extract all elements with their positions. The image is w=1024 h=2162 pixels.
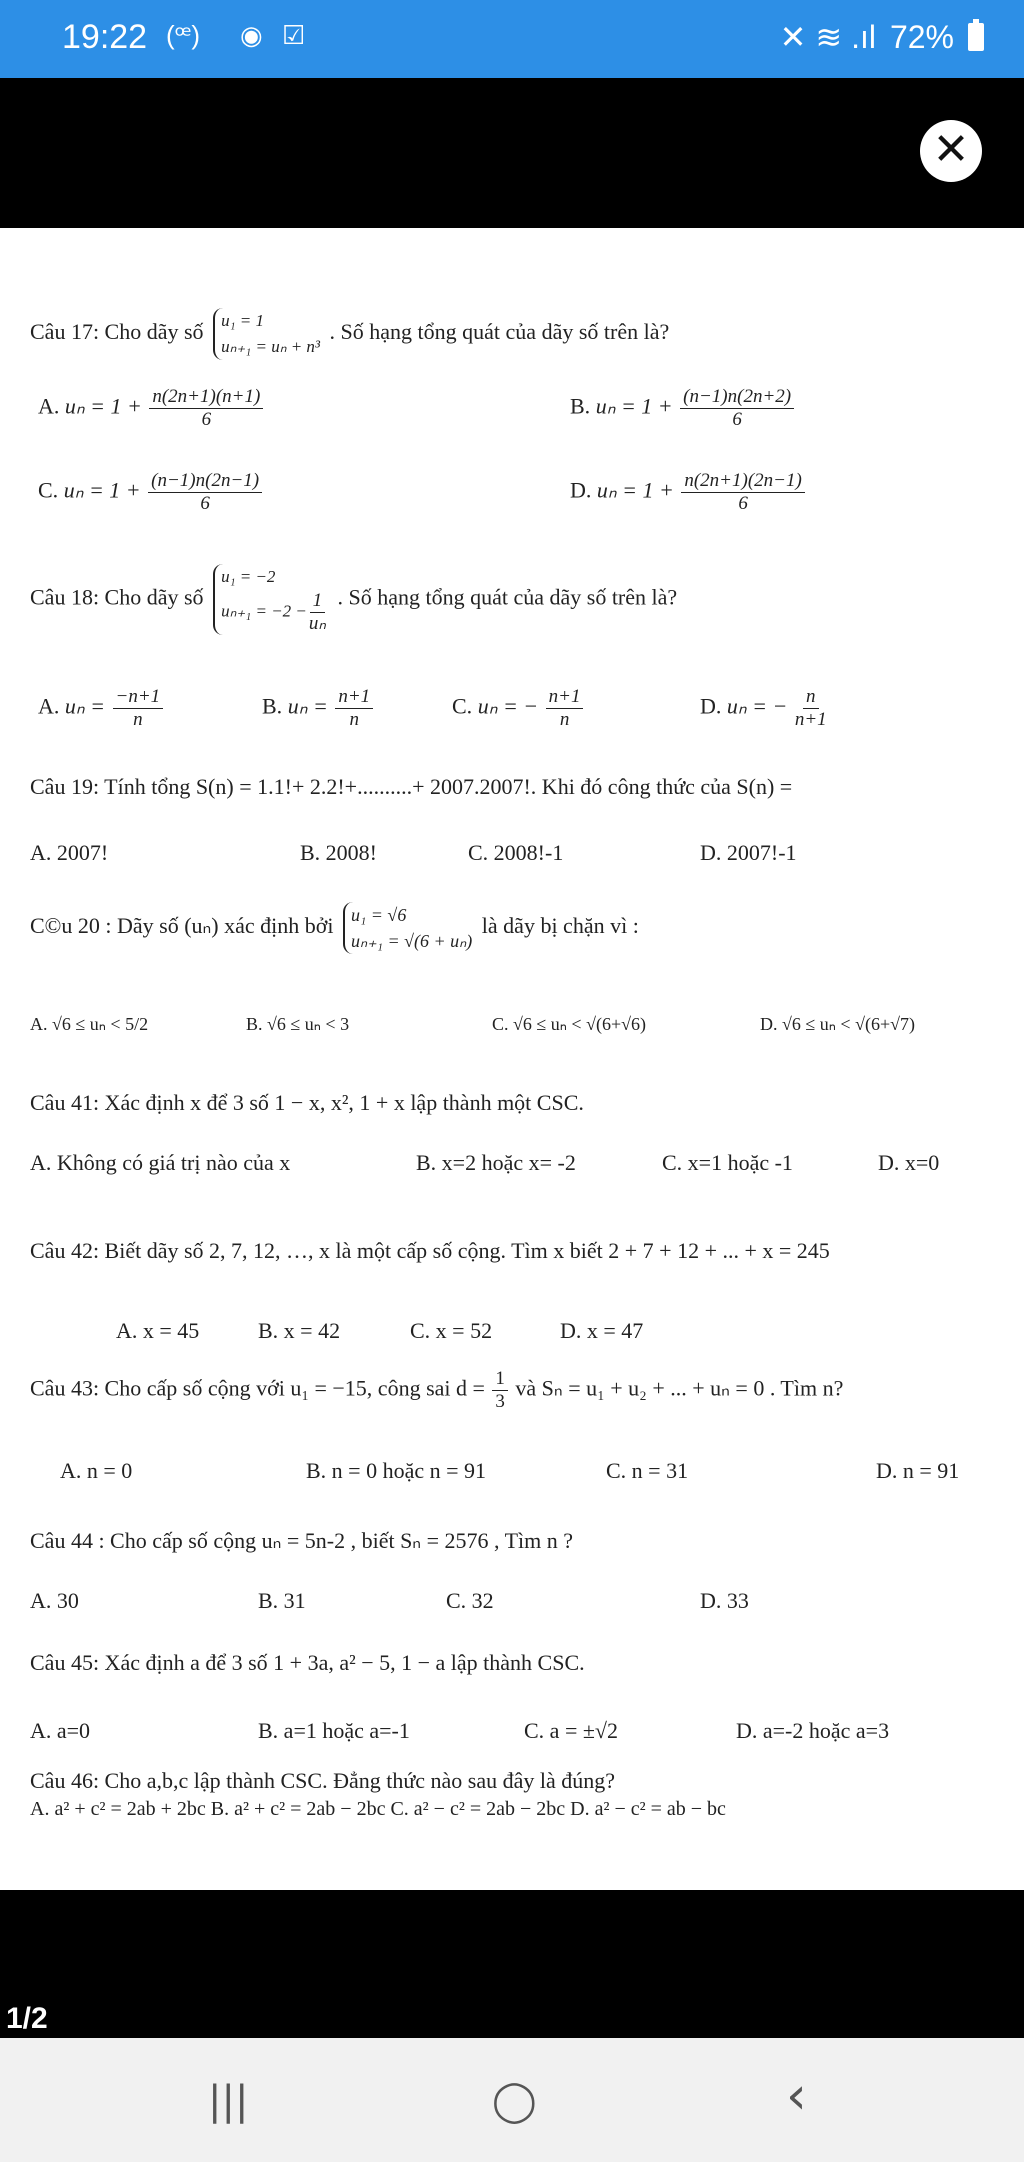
q18-option-b[interactable]: [262, 686, 375, 731]
viewer-header: [0, 78, 1024, 228]
q20-stem: [30, 902, 639, 954]
fraction: [546, 686, 584, 731]
option-label: D.: [570, 477, 592, 503]
numerator: (n−1)n(2n−1): [148, 470, 262, 493]
fraction: [149, 386, 263, 431]
denominator: n: [133, 709, 143, 730]
sys-lhs: uₙ₊₁ = −2 −: [221, 601, 307, 621]
denominator: n: [349, 709, 359, 730]
status-right: [780, 18, 984, 56]
option-lhs: uₙ = 1 +: [596, 477, 674, 503]
numerator: n+1: [335, 686, 373, 709]
q42-option-c[interactable]: C. x = 52: [410, 1318, 493, 1343]
q42-stem: Câu 42: Biết dãy số 2, 7, 12, …, x là một cấp số cộng. Tìm x biết 2 + 7 + 12 + ... + x = 245: [30, 1238, 830, 1263]
numerator: 1: [310, 590, 326, 613]
q45-option-d[interactable]: D. a=-2 hoặc a=3: [736, 1718, 890, 1743]
option-label: D.: [700, 693, 722, 719]
numerator: n(2n+1)(n+1): [149, 386, 263, 409]
option-lhs: uₙ =: [64, 693, 106, 719]
check-box-icon: ☑: [282, 20, 306, 50]
q19-option-b[interactable]: B. 2008!: [300, 840, 377, 865]
denominator: uₙ: [308, 613, 326, 634]
recents-icon[interactable]: |||: [208, 2078, 249, 2124]
q18-sys-line-2: [221, 590, 328, 635]
status-bar: [0, 0, 1024, 78]
q20-option-b[interactable]: B. √6 ≤ uₙ < 3: [246, 1014, 350, 1034]
q19-option-c[interactable]: C. 2008!-1: [468, 840, 564, 865]
back-icon[interactable]: ‹: [786, 2066, 807, 2126]
numerator: n: [803, 686, 819, 709]
option-lhs: uₙ = −: [477, 693, 539, 719]
battery-icon: [968, 23, 984, 51]
q44-stem: Câu 44 : Cho cấp số cộng uₙ = 5n-2 , biết Sₙ = 2576 , Tìm n ?: [30, 1528, 574, 1553]
q20-tail: là dãy bị chặn vì :: [481, 913, 639, 939]
denominator: 6: [738, 493, 748, 514]
q18-system: [213, 564, 328, 635]
denominator: 3: [495, 1391, 505, 1412]
q20-system: [343, 902, 472, 954]
q43-option-b[interactable]: B. n = 0 hoặc n = 91: [306, 1458, 487, 1483]
option-label: C.: [38, 477, 59, 503]
q20-sys-line-2: uₙ₊₁ = √(6 + uₙ): [351, 931, 473, 951]
q41-option-a[interactable]: A. Không có giá trị nào của x: [30, 1150, 291, 1175]
denominator: 6: [200, 493, 210, 514]
numerator: −n+1: [113, 686, 164, 709]
document-page: [0, 228, 1024, 1890]
q17-option-a[interactable]: [38, 386, 265, 431]
denominator: 6: [732, 409, 742, 430]
q20-sys-line-1: u₁ = √6: [351, 905, 407, 925]
home-icon[interactable]: ◯: [492, 2078, 537, 2124]
q18-option-a[interactable]: [38, 686, 165, 731]
chrome-icon: ◉: [240, 20, 263, 50]
q18-tail: . Số hạng tổng quát của dãy số trên là?: [337, 584, 678, 610]
option-lhs: uₙ =: [287, 693, 328, 719]
q45-option-c[interactable]: C. a = ±√2: [524, 1718, 618, 1743]
q43-option-d[interactable]: D. n = 91: [876, 1458, 960, 1483]
q43-stem-pre: Câu 43: Cho cấp số cộng với u₁ = −15, công sai d =: [30, 1375, 485, 1401]
option-label: A.: [38, 393, 60, 419]
q43-option-c[interactable]: C. n = 31: [606, 1458, 689, 1483]
q44-option-c[interactable]: C. 32: [446, 1588, 494, 1613]
q20-stem-text: C©u 20 : Dãy số (uₙ) xác định bởi: [30, 913, 334, 939]
denominator: n+1: [794, 709, 827, 730]
q41-option-b[interactable]: B. x=2 hoặc x= -2: [416, 1150, 576, 1175]
q18-sys-line-1: u₁ = −2: [221, 567, 276, 586]
denominator: n: [559, 709, 570, 730]
q45-stem: Câu 45: Xác định a để 3 số 1 + 3a, a² − 5, 1 − a lập thành CSC.: [30, 1650, 585, 1675]
q41-option-c[interactable]: C. x=1 hoặc -1: [662, 1150, 793, 1175]
fraction: [492, 1368, 508, 1413]
battery-percent: 72%: [889, 18, 954, 55]
q42-option-d[interactable]: D. x = 47: [560, 1318, 644, 1343]
q44-option-d[interactable]: D. 33: [700, 1588, 749, 1613]
option-lhs: uₙ = 1 +: [595, 393, 673, 419]
fraction: [309, 590, 326, 635]
signal-icon: ✕ ≋ .ıl: [779, 19, 876, 55]
viewer-footer: [0, 1890, 1024, 2038]
fraction: [335, 686, 373, 731]
q19-option-a[interactable]: A. 2007!: [30, 840, 109, 865]
close-icon[interactable]: ✕: [920, 120, 982, 182]
q18-stem-text: Câu 18: Cho dãy số: [30, 584, 204, 610]
q17-system: [213, 308, 320, 360]
option-label: A.: [38, 693, 60, 719]
q43-stem-post: và Sₙ = u₁ + u₂ + ... + uₙ = 0 . Tìm n?: [515, 1375, 844, 1401]
q41-stem: Câu 41: Xác định x để 3 số 1 − x, x², 1 + x lập thành một CSC.: [30, 1090, 584, 1115]
option-lhs: uₙ = 1 +: [63, 477, 141, 503]
status-time: 19:22: [62, 18, 148, 56]
numerator: n(2n+1)(2n−1): [681, 470, 804, 493]
q41-option-d[interactable]: D. x=0: [878, 1150, 940, 1175]
option-label: C.: [452, 693, 473, 719]
q18-option-c[interactable]: [452, 686, 585, 731]
q44-option-a[interactable]: A. 30: [30, 1588, 79, 1613]
q17-stem: [30, 308, 669, 360]
option-lhs: uₙ = 1 +: [64, 393, 142, 419]
q42-option-b[interactable]: B. x = 42: [258, 1318, 341, 1343]
q18-stem: [30, 564, 677, 635]
q20-option-d[interactable]: D. √6 ≤ uₙ < √(6+√7): [760, 1014, 915, 1034]
page-indicator: 1/2: [6, 2002, 48, 2035]
q19-option-d[interactable]: D. 2007!-1: [700, 840, 797, 865]
q17-option-d[interactable]: [570, 470, 807, 515]
option-lhs: uₙ = −: [726, 693, 788, 719]
q17-sys-line-2: uₙ₊₁ = uₙ + n³: [221, 337, 321, 356]
navigation-bar: [0, 2038, 1024, 2162]
q20-option-c[interactable]: C. √6 ≤ uₙ < √(6+√6): [492, 1014, 646, 1034]
q20-option-a[interactable]: A. √6 ≤ uₙ < 5/2: [30, 1014, 149, 1034]
q17-option-c[interactable]: [38, 470, 264, 515]
option-label: B.: [570, 393, 591, 419]
fraction: [681, 470, 804, 515]
q45-option-a[interactable]: A. a=0: [30, 1718, 91, 1743]
numerator: 1: [492, 1368, 508, 1391]
q46-stem: Câu 46: Cho a,b,c lập thành CSC. Đẳng thức nào sau đây là đúng?: [30, 1768, 616, 1793]
q17-tail: . Số hạng tổng quát của dãy số trên là?: [329, 319, 670, 345]
numerator: n+1: [546, 686, 584, 709]
numerator: (n−1)n(2n+2): [680, 386, 794, 409]
q18-option-d[interactable]: [700, 686, 829, 731]
q17-option-b[interactable]: [570, 386, 796, 431]
fraction: [680, 386, 794, 431]
fraction: [113, 686, 164, 731]
q43-option-a[interactable]: A. n = 0: [60, 1458, 133, 1483]
q17-sys-line-1: u₁ = 1: [221, 311, 264, 330]
radio-icon: (ꟹ): [166, 20, 201, 50]
option-label: B.: [262, 693, 283, 719]
q44-option-b[interactable]: B. 31: [258, 1588, 306, 1613]
q45-option-b[interactable]: B. a=1 hoặc a=-1: [258, 1718, 410, 1743]
denominator: 6: [201, 409, 212, 430]
q42-option-a[interactable]: A. x = 45: [116, 1318, 200, 1343]
q43-stem: [30, 1368, 843, 1413]
q17-stem-text: Câu 17: Cho dãy số: [30, 319, 204, 345]
q19-stem: Câu 19: Tính tổng S(n) = 1.1!+ 2.2!+..........+ 2007.2007!. Khi đó công thức của S(n) =: [30, 774, 793, 799]
fraction: [795, 686, 827, 731]
q46-options[interactable]: A. a² + c² = 2ab + 2bc B. a² + c² = 2ab − 2bc C. a² − c² = 2ab − 2bc D. a² − c² = ab − bc: [30, 1798, 726, 1820]
fraction: [148, 470, 262, 515]
